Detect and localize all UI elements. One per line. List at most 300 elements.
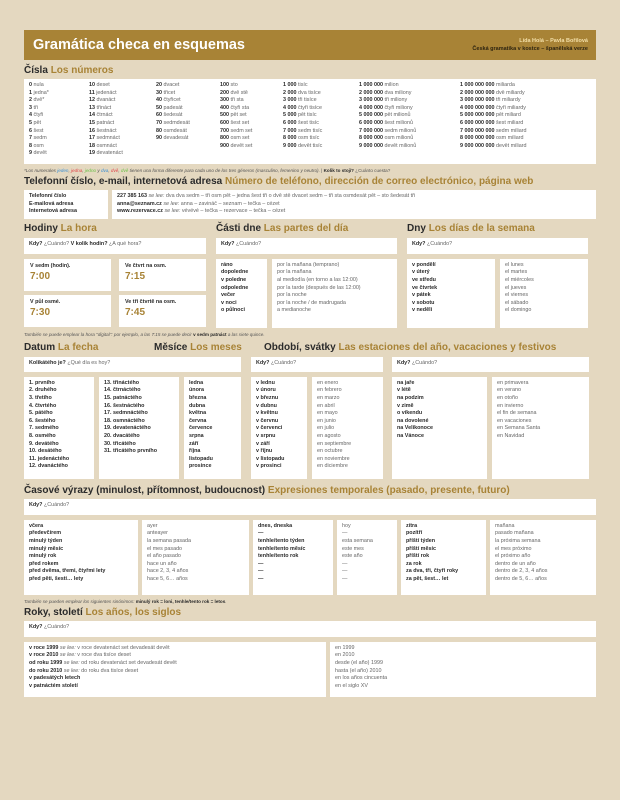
future-expression-es: el mes próximo [495,545,532,552]
ordinal-day: 18. osmnáctého [104,417,145,424]
number-value: 500 [220,112,231,119]
ordinal-day: 20. dvacátého [104,432,140,439]
future-expression-cz: příští týden [406,537,436,544]
years-cz [24,642,326,697]
past-expression-cz: před dvěma, třemi, čtyřmi lety [29,568,106,575]
number-word: čtrnáct [96,112,113,119]
months-question: Kdy? ¿Cuándo? [251,357,383,372]
number-word: čtyři tisíce [298,104,322,111]
present-expression-cz: — [258,568,264,575]
number-word: sedm tisíc [298,127,323,134]
number-value: 400 [220,104,231,111]
day-part-es: por la noche [277,292,307,299]
reads-label: se lee: [62,667,80,674]
number-value: 3 000 [283,97,298,104]
contact-label: Internetová adresa [29,208,77,215]
number-value: 8 000 000 [359,135,385,142]
date-row [24,342,596,482]
month-genitive: srpna [189,432,204,439]
number-entry [283,112,359,120]
month-cz: v prosinci [256,463,282,470]
time-phrase: Ve tři čtvrtě na osm. [125,298,177,305]
year-expression-es: en 1999 [335,644,355,651]
month-genitive: září [189,440,199,447]
note-text: y [96,168,101,173]
number-word: osm [33,142,44,149]
weekday-cz: v neděli [412,307,433,314]
number-entry [29,150,89,158]
number-word: šest miliard [495,119,524,126]
section-title-day-parts: Části dne Las partes del día [216,222,349,234]
month-es: en noviembre [317,455,350,462]
weekday-cz: v pátek [412,292,431,299]
contact-row [117,193,591,201]
number-value: 70 [156,119,164,126]
number-value: 14 [89,112,97,119]
reading: anna – zavináč – seznam – tečka – cézet [179,200,280,207]
number-entry [29,135,89,143]
number-value: 2 000 000 [359,89,385,96]
present-expression-es: — [342,575,348,582]
day-part-es: por la mañana [277,269,312,276]
number-value: 2 [29,97,34,104]
reads-label: se lee: [58,644,76,651]
holiday-cz: na jaře [397,379,415,386]
number-word: osm set [230,135,250,142]
contact-section [24,190,596,219]
number-entry [220,97,283,105]
past-expression-cz: před pěti, šesti… lety [29,575,84,582]
number-word: devět milionů [384,142,417,149]
number-entry [220,120,283,128]
future-expression-es: el próximo año [495,553,531,560]
number-entry [29,143,89,151]
present-expression-cz: — [258,575,264,582]
number-word: sedmnáct [96,135,120,142]
holiday-cz: na podzim [397,394,424,401]
page-title: Gramática checa en esquemas [33,37,245,53]
number-word: deset [96,82,110,88]
number-entry [460,90,580,98]
month-genitive: května [189,410,207,417]
section-title-weekdays: Dny Los días de la semana [407,222,535,234]
number-value: 80 [156,127,164,134]
month-es: en agosto [317,432,341,439]
day-part-cz: v poledne [221,276,247,283]
future-expression-es: dentro de 5, 6… años [495,575,547,582]
date-col-2 [99,377,179,479]
future-expression-cz: za pět, šest… let [406,575,449,582]
holiday-es: en vacaciones [497,417,532,424]
future-expression-es: mañana [495,522,515,529]
past-expression-es: hace 5, 6… años [147,575,188,582]
number-word: tři [33,104,38,111]
number-value: 40 [156,97,164,104]
number-value: 5 000 [283,112,298,119]
date-col-1 [24,377,94,479]
number-entry [156,105,220,113]
time-value: 7:15 [125,271,146,283]
year-expression [29,645,321,653]
past-cz [24,520,138,595]
number-word: osmdesát [163,127,187,134]
number-word: sedm milionů [384,127,417,134]
future-expression-cz: za rok [406,560,422,567]
present-expression-es: — [342,530,348,537]
number-value: 90 [156,135,164,142]
number-entry [359,90,460,98]
numbers-column [156,82,220,158]
number-entry [156,82,220,90]
number-entry [283,120,359,128]
month-genitive: února [189,387,204,394]
year-phrase: od roku 1999 [29,659,63,666]
year-expression-es: en los años cincuenta [335,675,388,682]
numbers-note [24,167,596,174]
number-value: 4 000 000 000 [460,104,496,111]
number-entry [89,135,156,143]
weekday-cz: ve středu [412,276,436,283]
contact-row [117,201,591,209]
past-expression-es: hace un año [147,560,177,567]
month-cz: v únoru [256,387,276,394]
past-expression-cz: minulý měsíc [29,545,64,552]
month-cz: v květnu [256,410,278,417]
number-value: 3 000 000 000 [460,97,496,104]
number-word: osm miliard [495,135,524,142]
present-expression-es: — [342,568,348,575]
day-part-es: por la mañana (temprano) [277,261,340,268]
number-entry [89,105,156,113]
hours-question: Kdy? ¿Cuándo? V kolik hodin? ¿A qué hora? [24,238,206,254]
year-phrase: v patnáctém století [29,682,78,689]
number-value: 4 [29,112,34,119]
gender-word: jedno [84,168,97,173]
number-word: pět milionů [384,112,411,119]
number-word: dva miliony [384,89,412,96]
reads-label: se lee: [58,652,76,659]
ordinal-day: 1. prvního [29,379,55,386]
number-value: 7 [29,135,34,142]
number-value: 2 000 [283,89,298,96]
past-expression-es: hace 2, 3, 4 años [147,568,189,575]
month-es: en junio [317,417,336,424]
date-question: Kolikátého je? ¿Qué día es hoy? [24,357,241,372]
contact-label: E-mailová adresa [29,200,74,207]
reading: v roce devatenáct set devadesát devět [75,644,170,651]
number-word: šest tisíc [298,119,319,126]
numbers-column [220,82,283,158]
day-part-es: por la tarde (después de las 12:00) [277,284,361,291]
day-parts-es [272,259,397,328]
number-word: čtyři sta [230,104,250,111]
time-phrase: V sedm (hodin). [30,262,71,269]
year-expression [29,660,321,668]
future-expression-cz: pozítří [406,530,423,537]
present-expression-cz: — [258,530,264,537]
future-expression-es: pasado mañana [495,530,534,537]
number-entry [156,112,220,120]
number-entry [29,82,89,90]
present-expression-es: esta semana [342,537,373,544]
number-entry [283,128,359,136]
reads-label: se lee: [148,193,165,199]
number-word: sto [230,82,238,88]
number-word: šest milionů [384,119,413,126]
future-expression-cz: za dva, tři, čtyři roky [406,568,459,575]
ordinal-day: 8. osmého [29,432,56,439]
time-card [24,259,111,291]
number-word: devět miliard [495,142,527,149]
number-value: 4 000 000 [359,104,385,111]
number-value: 19 [89,150,97,157]
weekday-es: el miércoles [505,276,534,283]
present-expression-es: hoy [342,522,351,529]
month-es: en marzo [317,394,340,401]
number-value: 1 000 000 [359,82,385,88]
authors: Lída Holá – Pavla Bořilová [519,38,588,44]
section-title-years: Roky, století Los años, los siglos [24,606,182,618]
weekday-cz: v úterý [412,269,430,276]
number-value: 8 000 000 000 [460,135,496,142]
number-value: 60 [156,112,164,119]
note-text: , [82,168,85,173]
number-word: třicet [163,89,176,96]
past-expression-es: el año pasado [147,553,181,560]
number-entry [29,120,89,128]
month-es: en septiembre [317,440,352,447]
number-word: třináct [96,104,112,111]
number-entry [460,112,580,120]
weekday-es: el jueves [505,284,527,291]
present-expression-es: este mes [342,545,364,552]
month-genitive: listopadu [189,455,213,462]
day-part-cz: dopoledne [221,269,249,276]
year-phrase: do roku 2010 [29,667,63,674]
number-entry [29,97,89,105]
contact-row [117,208,591,216]
ordinal-day: 5. pátého [29,410,53,417]
number-entry [220,112,283,120]
number-value: 9 000 000 000 [460,142,496,149]
ordinal-day: 10. desátého [29,448,62,455]
number-word: sedmdesát [163,119,190,126]
contact-value: 227 385 163 [117,193,149,199]
reading: do roku dva tisíce deset [79,667,139,674]
title-banner [24,30,596,60]
number-entry [220,143,283,151]
day-part-cz: v noci [221,299,237,306]
month-genitive: července [189,425,213,432]
ordinal-day: 19. devatenáctého [104,425,151,432]
month-genitive: dubna [189,402,206,409]
number-word: jedna* [33,89,49,96]
number-entry [283,143,359,151]
number-word: miliarda [495,82,515,88]
month-cz: v srpnu [256,432,276,439]
past-expression-es: la semana pasada [147,537,192,544]
ordinal-day: 11. jedenáctého [29,455,70,462]
number-entry [156,128,220,136]
years-question: Kdy? ¿Cuándo? [24,621,596,637]
number-value: 6 000 000 [359,119,385,126]
number-word: jedenáct [96,89,117,96]
gender-word: jeden [57,168,69,173]
ordinal-day: 4. čtvrtého [29,402,57,409]
gender-word: dva [100,168,109,173]
number-word: čtyři [33,112,44,119]
present-expression-cz: tenhle/tento rok [258,553,299,560]
holiday-es: en Semana Santa [497,425,541,432]
present-expression-cz: tenhle/tento týden [258,537,305,544]
number-entry [89,150,156,158]
contact-value: anna@seznam.cz [117,200,164,207]
number-word: sedm [33,135,47,142]
number-word: patnáct [96,119,115,126]
ordinal-day: 14. čtrnáctého [104,387,141,394]
ordinal-day: 16. šestnáctého [104,402,145,409]
number-word: dvacet [163,82,180,88]
number-word: čtyřicet [163,97,181,104]
numbers-column [359,82,460,158]
month-cz: v červnu [256,417,279,424]
number-value: 9 [29,150,34,157]
day-parts-question: Kdy? ¿Cuándo? [216,238,397,254]
section-title-seasons: Období, svátky Las estaciones del año, vacaciones y festivos [264,341,557,353]
number-entry [89,90,156,98]
reading: v roce dva tisíce deset [75,652,131,659]
ordinal-day: 6. šestého [29,417,56,424]
number-value: 10 [89,82,97,88]
number-word: pět [33,119,41,126]
past-expression-cz: minulý týden [29,537,63,544]
number-value: 30 [156,89,164,96]
number-word: osm tisíc [298,135,320,142]
weekday-cz: ve čtvrtek [412,284,438,291]
month-cz: v březnu [256,394,279,401]
number-value: 17 [89,135,97,142]
weekday-es: el martes [505,269,528,276]
number-word: dvě miliardy [495,89,525,96]
banner-credits [472,37,588,53]
gender-word: jedna [71,168,83,173]
holiday-cz: na Velikonoce [397,425,433,432]
number-value: 8 [29,142,34,149]
present-expression-cz: — [258,560,264,567]
holiday-cz: v zimě [397,402,414,409]
number-value: 11 [89,89,97,96]
year-phrase: v roce 1999 [29,644,59,651]
number-word: šestnáct [96,127,117,134]
number-word: čtyři miliardy [495,104,526,111]
note-text: *Los numerales [24,168,58,173]
years-table [24,642,596,697]
contact-label: Telefonní číslo [29,193,67,199]
number-word: sedm miliard [495,127,527,134]
present-es [337,520,397,595]
number-entry [220,135,283,143]
number-value: 300 [220,97,231,104]
month-cz: v lednu [256,379,275,386]
number-value: 800 [220,135,231,142]
day-part-cz: ráno [221,261,233,268]
book-subtitle: Česká gramatika v kostce – španělská verze [472,46,588,52]
past-expression-es: el mes pasado [147,545,183,552]
number-entry [220,128,283,136]
past-expression-cz: předevčírem [29,530,62,537]
number-entry [89,143,156,151]
time-card [119,259,206,291]
present-expression-es: este año [342,553,363,560]
number-value: 9 000 [283,142,298,149]
number-value: 1 000 000 000 [460,82,496,88]
question-cz: Kolik to stojí? [323,168,354,173]
ordinal-day: 17. sedmnáctého [104,410,148,417]
number-value: 1 [29,89,34,96]
note-text: , [68,168,72,173]
month-genitive: června [189,417,207,424]
question-es: ¿Cuánto cuesta? [353,168,391,173]
number-word: devět set [230,142,253,149]
number-word: šest set [230,119,250,126]
past-expression-es: anteayer [147,530,168,537]
note-text: , [118,168,121,173]
ordinal-day: 15. patnáctého [104,394,142,401]
number-value: 7 000 000 000 [460,127,496,134]
number-entry [89,128,156,136]
number-entry [460,97,580,105]
time-expr-note: También se pueden emplear los siguientes sinónimos: minulý rok = loni, tenhle/tento rok = letos. [24,598,227,604]
number-value: 15 [89,119,97,126]
time-card [24,295,111,327]
future-expression-cz: zítra [406,522,418,529]
month-cz: v červenci [256,425,283,432]
number-entry [29,90,89,98]
number-word: dvě stě [230,89,248,96]
time-value: 7:00 [30,271,51,283]
time-phrase: V půl osmé. [30,298,61,305]
past-expression-cz: včera [29,522,44,529]
weekday-es: el viernes [505,292,529,299]
number-entry [220,90,283,98]
months-genitive [184,377,241,479]
number-word: dvě* [33,97,45,104]
number-word: pět tisíc [298,112,317,119]
section-title-time-expressions: Časové výrazy (minulost, přítomnost, budoucnost) Expresiones temporales (pasado, presente, futuro) [24,484,510,496]
month-cz: v září [256,440,270,447]
number-word: devatenáct [96,150,123,157]
day-parts-cz [216,259,267,328]
numbers-column [283,82,359,158]
number-entry [460,105,580,113]
number-word: tři tisíce [298,97,317,104]
month-es: en diciembre [317,463,348,470]
number-entry [283,135,359,143]
number-value: 900 [220,142,231,149]
reads-label: se lee: [62,659,80,666]
reads-label: se lee: [164,208,181,215]
number-entry [220,82,283,90]
day-part-cz: odpoledne [221,284,249,291]
year-phrase: v padesátých letech [29,675,81,682]
number-value: 4 000 [283,104,298,111]
weekdays-es [500,259,588,328]
number-word: šedesát [163,112,183,119]
year-expression-es: hasta (el año) 2010 [335,667,382,674]
present-cz [253,520,333,595]
ordinal-day: 3. třetího [29,394,52,401]
number-value: 6 [29,127,34,134]
